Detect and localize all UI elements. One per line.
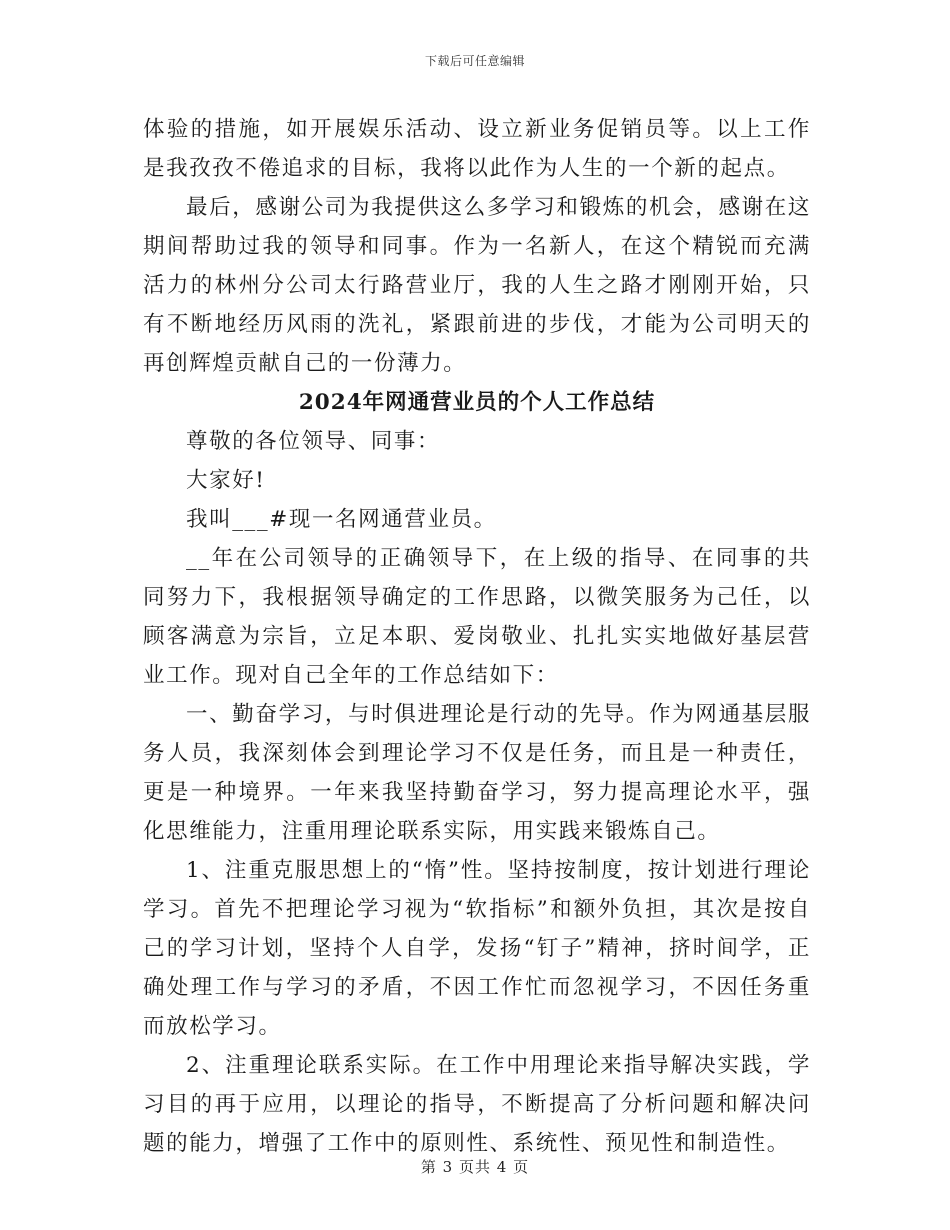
paragraph-overview: __年在公司领导的正确领导下，在上级的指导、在同事的共同努力下，我根据领导确定的工作思路，以微笑服务为己任，以顾客满意为宗旨，立足本职、爱岗敬业、扎扎实实地做好基层营业工作。现对自己全年的工作总结如下： [143,546,811,688]
paragraph-section-one: 一、勤奋学习，与时俱进理论是行动的先导。作为网通基层服务人员，我深刻体会到理论学习不仅是任务，而且是一种责任，更是一种境界。一年来我坚持勤奋学习，努力提高理论水平，强化思维能力，注重用理论联系实际，用实践来锻炼自己。 [143,702,811,844]
document-title: 2024年网通营业员的个人工作总结 [298,390,656,415]
paragraph-item-one: 1、注重克服思想上的“惰”性。坚持按制度，按计划进行理论学习。首先不把理论学习视为“软指标”和额外负担，其次是按自己的学习计划，坚持个人自学，发扬“钉子”精神，挤时间学，正确处理工作与学习的矛盾，不因工作忙而忽视学习，不因任务重而放松学习。 [143,858,811,1039]
paragraph-intro: 我叫___#现一名网通营业员。 [186,507,497,532]
paragraph-continuation: 体验的措施，如开展娱乐活动、设立新业务促销员等。以上工作是我孜孜不倦追求的目标，我将以此作为人生的一个新的起点。 [143,117,811,181]
page-footer: 第 3 页共 4 页 [420,1158,530,1176]
paragraph-salutation: 尊敬的各位领导、同事： [186,429,441,454]
paragraph-thanks: 最后，感谢公司为我提供这么多学习和锻炼的机会，感谢在这期间帮助过我的领导和同事。作为一名新人，在这个精锐而充满活力的林州分公司太行路营业厅，我的人生之路才刚刚开始，只有不断地经历风雨的洗礼，紧跟前进的步伐，才能为公司明天的再创辉煌贡献自己的一份薄力。 [143,195,811,376]
document-body [143,110,811,1163]
page-header: 下载后可任意编辑 [424,54,525,68]
paragraph-item-two: 2、注重理论联系实际。在工作中用理论来指导解决实践，学习目的再于应用，以理论的指导，不断提高了分析问题和解决问题的能力，增强了工作中的原则性、系统性、预见性和制造性。 [143,1053,811,1156]
paragraph-greeting: 大家好! [186,468,266,493]
